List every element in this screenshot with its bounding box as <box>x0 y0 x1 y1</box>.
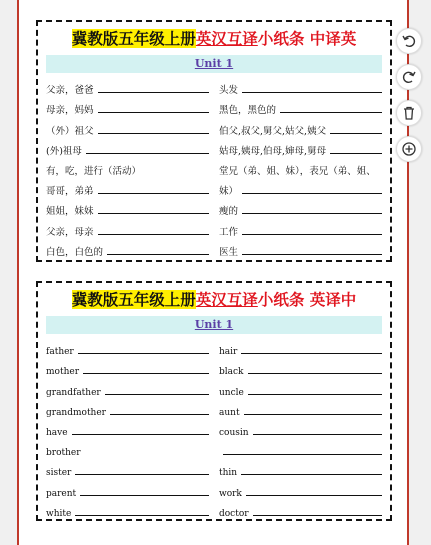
unit-heading: Unit 1 <box>46 316 382 334</box>
vocab-row <box>46 116 209 136</box>
answer-line[interactable] <box>98 233 209 235</box>
vocab-row <box>46 499 209 519</box>
unit-heading: Unit 1 <box>46 55 382 73</box>
vocab-row <box>219 96 382 116</box>
vocab-prompt: parent <box>46 488 77 499</box>
vocab-column-left <box>46 76 209 258</box>
vocab-row <box>219 398 382 418</box>
vocab-row <box>46 238 209 258</box>
answer-line[interactable] <box>241 473 382 475</box>
vocab-row <box>219 197 382 217</box>
worksheet-title <box>46 29 382 49</box>
answer-line[interactable] <box>72 433 209 435</box>
vocab-prompt: hair <box>219 347 238 358</box>
vocab-row <box>46 458 209 478</box>
vocab-row <box>46 438 209 458</box>
answer-line[interactable] <box>98 132 209 134</box>
vocab-row <box>46 337 209 357</box>
vocab-row <box>46 478 209 498</box>
vocab-row <box>46 398 209 418</box>
floating-toolbar <box>396 28 422 172</box>
delete-icon <box>401 105 417 121</box>
answer-line[interactable] <box>75 473 209 475</box>
vocab-prompt: grandfather <box>46 387 101 398</box>
title-mode: 小纸条 英译中 <box>257 290 357 309</box>
vocab-row <box>219 157 382 177</box>
vocab-row <box>219 116 382 136</box>
vocab-prompt: （外）祖父 <box>46 125 94 137</box>
answer-line[interactable] <box>242 253 382 255</box>
answer-line[interactable] <box>330 132 382 134</box>
vocab-row <box>219 177 382 197</box>
vocab-prompt: sister <box>46 468 72 479</box>
vocab-row <box>46 177 209 197</box>
vocab-row <box>219 238 382 258</box>
answer-line[interactable] <box>330 152 382 154</box>
vocab-prompt: have <box>46 427 68 438</box>
vocab-prompt: 瘦的 <box>219 206 239 218</box>
title-subject: 英汉互译 <box>195 290 258 309</box>
vocab-prompt: black <box>219 367 244 378</box>
vocab-row <box>46 137 209 157</box>
vocab-prompt: brother <box>46 448 81 459</box>
document-page <box>17 0 409 545</box>
vocab-row <box>219 217 382 237</box>
vocab-prompt: 白色，白色的 <box>46 246 104 258</box>
vocab-prompt: 工作 <box>219 226 239 238</box>
vocab-prompt: cousin <box>219 427 249 438</box>
add-button[interactable] <box>396 136 422 162</box>
undo-icon <box>401 33 417 49</box>
title-subject: 英汉互译 <box>195 29 258 48</box>
vocab-row <box>46 197 209 217</box>
vocab-row <box>46 217 209 237</box>
answer-line[interactable] <box>246 494 382 496</box>
answer-line[interactable] <box>242 212 382 214</box>
vocab-prompt: 姐姐，妹妹 <box>46 206 94 218</box>
vocab-row <box>46 357 209 377</box>
vocab-row <box>219 137 382 157</box>
vocab-row <box>219 478 382 498</box>
vocab-row <box>46 96 209 116</box>
worksheet-card-en-zh <box>36 281 392 521</box>
worksheet-card-zh-en <box>36 20 392 262</box>
vocab-row <box>46 76 209 96</box>
answer-line[interactable] <box>223 453 382 455</box>
vocab-prompt: 黑色，黑色的 <box>219 105 277 117</box>
vocab-prompt: grandmother <box>46 407 106 418</box>
answer-line[interactable] <box>98 212 209 214</box>
vocab-prompt: thin <box>219 468 238 479</box>
vocab-prompt: 头发 <box>219 85 239 97</box>
vocab-prompt: 医生 <box>219 246 239 258</box>
answer-line[interactable] <box>241 352 382 354</box>
vocab-prompt: work <box>219 488 242 499</box>
vocab-prompt: doctor <box>219 508 249 519</box>
undo-button[interactable] <box>396 28 422 54</box>
vocab-prompt: 母亲，妈妈 <box>46 105 94 117</box>
vocab-row <box>219 499 382 519</box>
answer-line[interactable] <box>248 393 382 395</box>
vocab-grid <box>46 337 382 519</box>
answer-line[interactable] <box>244 413 382 415</box>
answer-line[interactable] <box>98 192 209 194</box>
answer-line[interactable] <box>242 192 382 194</box>
title-grade: 冀教版五年级上册 <box>71 29 196 48</box>
answer-line[interactable] <box>110 413 209 415</box>
delete-button[interactable] <box>396 100 422 126</box>
answer-line[interactable] <box>253 433 382 435</box>
redo-icon <box>401 69 417 85</box>
vocab-prompt: 伯父,叔父,舅父,姑父,姨父 <box>219 125 327 137</box>
vocab-prompt: white <box>46 508 72 519</box>
answer-line[interactable] <box>98 111 209 113</box>
vocab-row <box>46 418 209 438</box>
answer-line[interactable] <box>280 111 382 113</box>
answer-line[interactable] <box>107 253 209 255</box>
vocab-row <box>46 377 209 397</box>
vocab-column-right <box>219 337 382 519</box>
vocab-prompt: 堂兄（弟、姐、妹），表兄（弟、姐、 <box>219 165 376 177</box>
answer-line[interactable] <box>78 352 209 354</box>
vocab-grid <box>46 76 382 258</box>
answer-line[interactable] <box>75 514 209 516</box>
vocab-prompt: 姑母,姨母,伯母,婶母,舅母 <box>219 145 327 157</box>
vocab-row <box>219 337 382 357</box>
vocab-row <box>219 377 382 397</box>
vocab-row <box>219 418 382 438</box>
redo-button[interactable] <box>396 64 422 90</box>
answer-line[interactable] <box>248 372 383 374</box>
vocab-prompt: 妹） <box>219 186 239 198</box>
answer-line[interactable] <box>86 152 209 154</box>
vocab-prompt: uncle <box>219 387 244 398</box>
vocab-row <box>219 357 382 377</box>
title-mode: 小纸条 中译英 <box>257 29 357 48</box>
vocab-prompt: (外)祖母 <box>46 145 82 157</box>
answer-line[interactable] <box>98 91 209 93</box>
vocab-column-left <box>46 337 209 519</box>
worksheet-title <box>46 290 382 310</box>
vocab-prompt: father <box>46 347 74 358</box>
answer-line[interactable] <box>83 372 209 374</box>
answer-line[interactable] <box>242 91 382 93</box>
vocab-row <box>46 157 209 177</box>
vocab-prompt: mother <box>46 367 79 378</box>
vocab-prompt: 哥哥，弟弟 <box>46 186 94 198</box>
vocab-prompt: aunt <box>219 407 240 418</box>
answer-line[interactable] <box>105 393 209 395</box>
vocab-prompt: 父亲，爸爸 <box>46 85 94 97</box>
answer-line[interactable] <box>80 494 209 496</box>
answer-line[interactable] <box>242 233 382 235</box>
vocab-prompt: 父亲，母亲 <box>46 226 94 238</box>
vocab-row <box>219 76 382 96</box>
title-grade: 冀教版五年级上册 <box>71 290 196 309</box>
vocab-column-right <box>219 76 382 258</box>
vocab-row <box>219 458 382 478</box>
vocab-prompt: 有，吃，进行（活动） <box>46 165 142 177</box>
answer-line[interactable] <box>253 514 382 516</box>
add-icon <box>401 141 417 157</box>
vocab-row <box>219 438 382 458</box>
